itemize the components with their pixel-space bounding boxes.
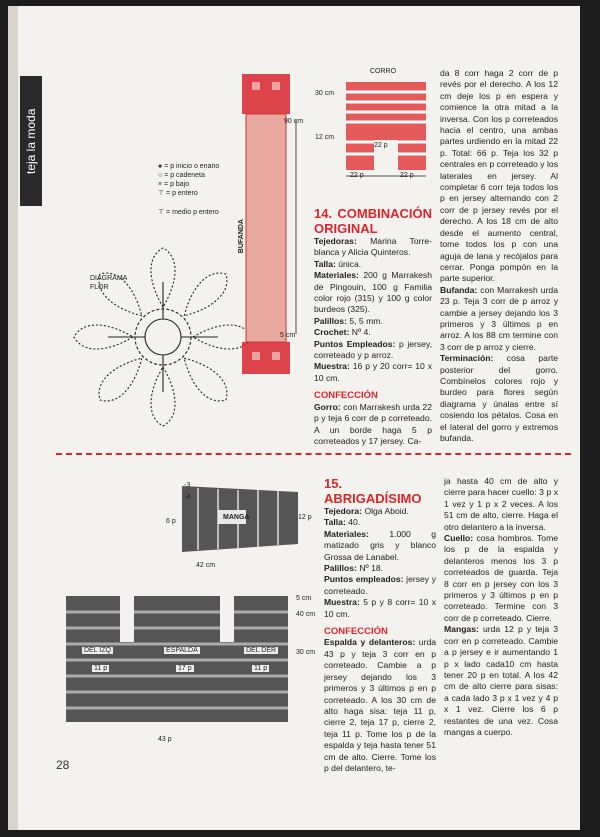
sleeve-length: 42 cm [196,562,216,569]
page-binding [8,6,18,830]
hat-label: CORRO [370,68,397,75]
body-diagram [62,592,294,730]
sleeve-start: 6 p [166,518,176,525]
legend-item-cadeneta: ○ = p cadeneta [158,172,205,179]
stitch-legend [158,162,219,217]
article-14-confeccion: CONFECCIÓN [314,390,378,402]
sleeve-label: MANGA [223,514,250,521]
legend-item-entero: ⊤ = p entero [158,190,198,197]
article-14-title: 14. COMBINACIÓN ORIGINAL [314,206,432,236]
article-15-confeccion: CONFECCIÓN [324,626,388,638]
body-back-label: ESPALDA [166,647,198,654]
page-number: 28 [56,758,70,772]
magazine-page [8,6,580,830]
flower-diagram [68,242,258,432]
legend-item-bajo: × = p bajo [158,181,190,188]
legend-item-medio: ⊤ = medio p entero [158,209,219,216]
body-right-width: 11 p [254,665,268,672]
scarf-end-length: 5 cm [280,332,296,339]
flower-diagram-label: DIAGRAMA FLOR [90,275,127,291]
sleeve-end: 12 p [298,514,312,521]
legend-item-inicio: ● = p inicio o enano [158,163,220,170]
body-neck-depth: 5 cm [296,595,312,602]
section-tab-label: teja la moda [24,108,38,174]
body-back-width: 17 p [178,665,192,672]
body-left-front-label: DEL IZQ [84,647,111,654]
hat-width-left: 22 p [350,172,364,179]
section-divider [56,453,571,455]
body-armhole-height: 30 cm [296,649,316,656]
body-left-width: 11 p [94,665,108,672]
hat-diagram [334,76,438,186]
sleeve-mark-top: -3 [184,482,191,489]
hat-width-right: 22 p [400,172,414,179]
hat-width-center: 22 p [374,142,388,149]
article-15-title: 15. ABRIGADÍSIMO [324,476,422,506]
article-14-column-2: da 8 corr haga 2 corr de p revés por el derecho. A los 12 cm deje los p en espera y comience la otra mitad a la inversa. Con los p correteados hacia el centro, una ambas partes urdiendo en la mitad 22 p. Total: 66 p. Teja los 32 p centrales en p correteado y los laterales en jersey. Al completar 6 corr teja todos los p en jersey alternando con 2 corr de p jersey revés por el derecho. A los 18 cm de alto desde el aumento central, tome todos los p con una aguja de lana y recójalos para cerrar. Ponga pompón en la parte superior. Bufanda: con Marrakesh urda 23 p. Teja 3 corr de p arroz y cambie a jersey dejando los 3 primeros y 3 últimos p en arroz. A los 88 cm termine con 3 corr de p arroz y cierre. Terminación: cosa parte posterior del gorro. Combínelos colores rojo y burdeo para flores según diagrama y únalas entre sí cosiendo los pétalos. Cosa en el lateral del gorro y extremos bufanda. [440,68,558,443]
body-right-front-label: DEL DER [246,647,277,654]
article-15-column-1: 15. ABRIGADÍSIMO Tejedora: Olga Aboid. Talla: 40. Materiales: 1.000 g matizado gris y blanco Grossa de Lanabel. Palillos: Nº 18. Puntos empleados: jersey y correteado. Muestra: 5 p y 8 corr= 10 x 10 cm. CONFECCIÓN Espalda y delanteros: urda 43 p y teja 3 corr en p correteado. Cambie a p jersey dejando los 3 primeros y 3 últimos p en p correteado. A los 30 cm de alto haga sisa: teja 11 p, cierre 2, teja 17 p, cierre 2, teja 11 p. Tome los p de la espalda y teja hasta tener 51 cm de alto. Cierre. Tome los p del delantero, te- [324,476,437,773]
hat-middle-height: 12 cm [315,134,335,141]
article-15-column-2: ja hasta 40 cm de alto y cierre para hacer cuello: 3 p x 1 vez y 1 p x 2 veces. A los 51 cm de alto, cierre. Haga el otro delantero a la inversa. Cuello: cosa hombros. Tome los p de la espalda y delanteros menos los 3 p correteados de guarda. Teja 8 corr en p jersey con los 3 primeros y 3 últimos p en p correteado. Termine con 3 corr de p correteado. Cierre. Mangas: urda 12 p y teja 3 corr en p correteado. Cambie a p jersey e ir aumentando 1 p x lado cada10 cm hasta tener 20 p en total. A los 42 cm de alto cierre para sisas: a cada lado 3 p x 1 vez y 4 p x 1 vez. Cierre los 6 p restantes de una vez. Cosa mangas a cuerpo. [444,476,559,737]
body-front-height: 40 cm [296,611,316,618]
body-total-width: 43 p [158,736,172,743]
hat-height: 30 cm [315,90,335,97]
scarf-length: 90 cm [284,118,304,125]
scarf-label: BUFANDA [238,219,245,254]
article-14-column-1: 14. COMBINACIÓN ORIGINAL Tejedoras: Marina Torre-blanca y Alicia Quinteros. Talla: única. Materiales: 200 g Marrakesh de Pingouin, 100 g Familia color rojo (315) y 100 g color burdeos (325). Palillos: 5, 5 mm. Crochet: Nº 4. Puntos Empleados: p jersey, correteado y p arroz. Muestra: 16 p y 20 corr= 10 x 10 cm. CONFECCIÓN Gorro: con Marrakesh urda 22 p y teja 6 corr de p correteado. A un borde haga 5 p correteados y 17 jersey. Ca- [314,206,433,446]
sleeve-mark-second: -4 [184,494,191,501]
